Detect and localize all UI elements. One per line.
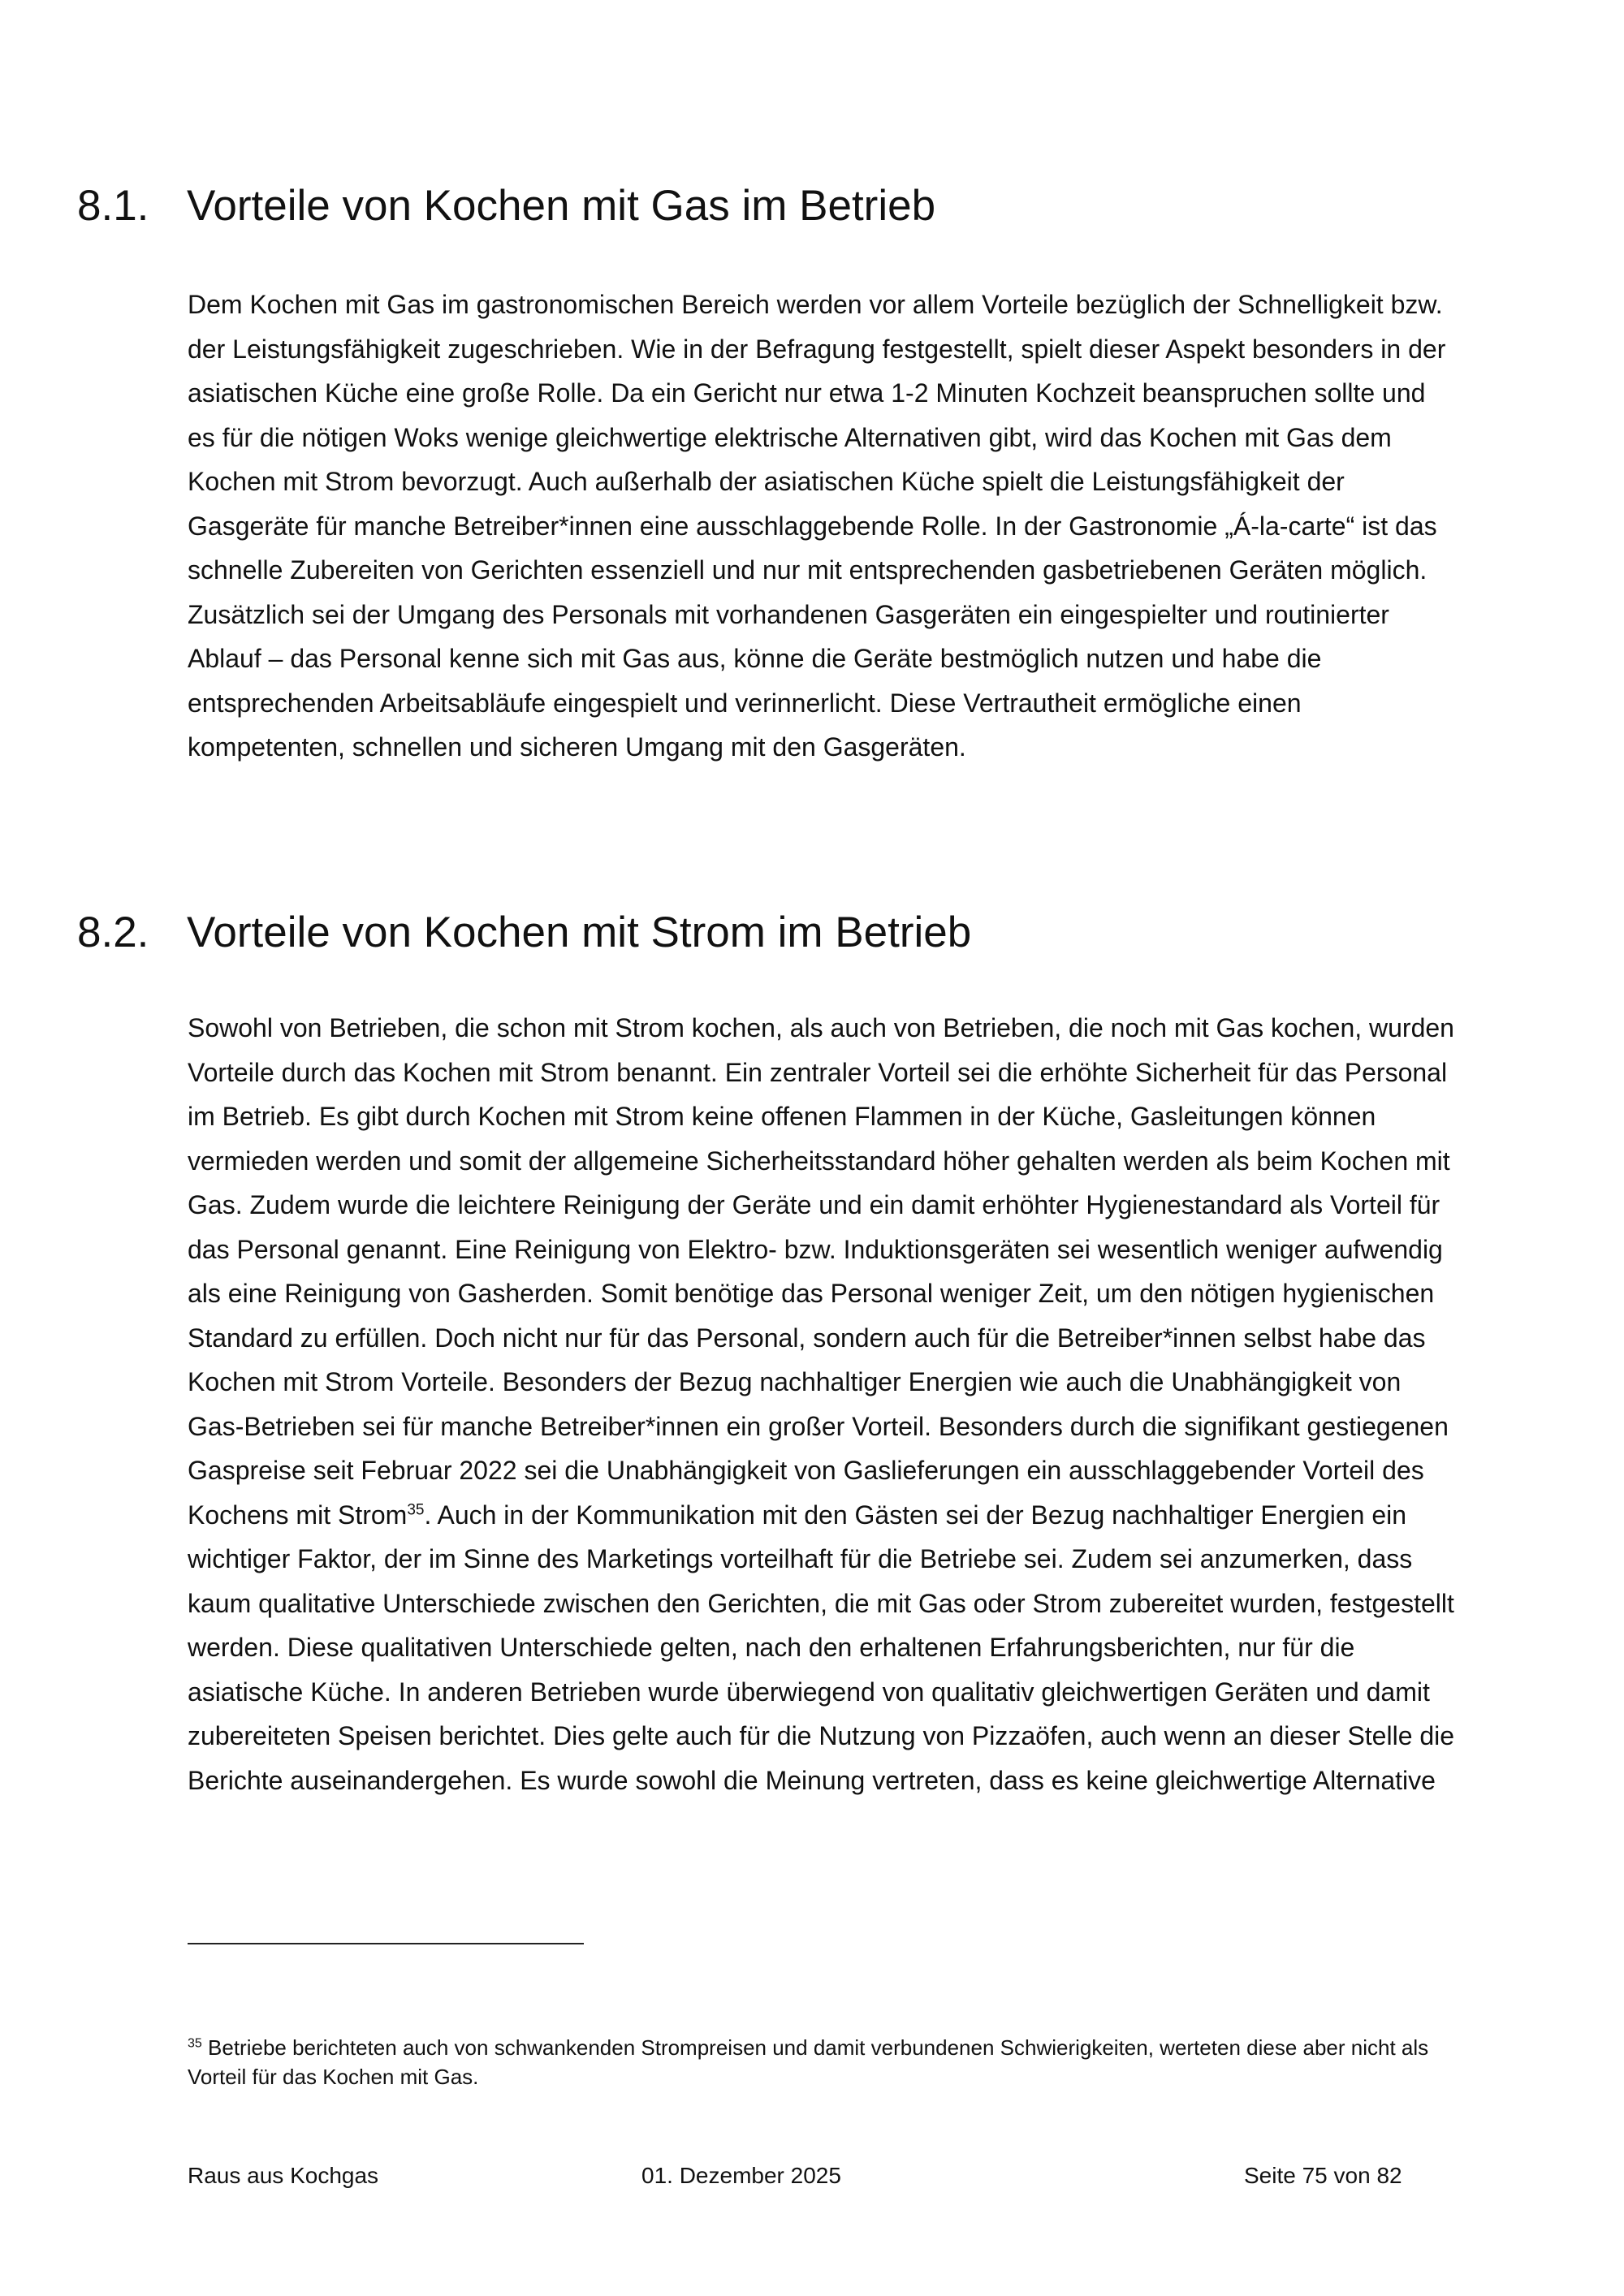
section-number: 8.1. (77, 182, 149, 230)
paragraph-text: . Auch in der Kommunikation mit den Gästen sei der Bezug nachhaltiger Energien ein wichtiger Faktor, der im Sinne des Marketings vorteilhaft für die Betriebe sei. Zudem sei anzumerken, dass kaum qualitative Unterschiede zwischen den Gerichten, die mit Gas oder Strom zubereitet wurden, festgestellt werden. Diese qualitativen Unterschiede gelten, nach den erhaltenen Erfahrungsberichten, nur für die asiatische Küche. In anderen Betrieben wurde überwiegend von qualitativ gleichwertigen Geräten und damit zubereiteten Speisen berichtet. Dies gelte auch für die Nutzung von Pizzaöfen, auch wenn an dieser Stelle die Berichte auseinandergehen. Es wurde sowohl die Meinung vertreten, dass es keine gleichwertige Alternative (188, 1500, 1455, 1795)
section-title: Vorteile von Kochen mit Strom im Betrieb (187, 908, 972, 956)
section-heading-8-1 (77, 180, 935, 232)
footnote-reference[interactable]: 35 (407, 1500, 425, 1518)
section-title: Vorteile von Kochen mit Gas im Betrieb (187, 182, 936, 230)
footer-document-title: Raus aus Kochgas (188, 2163, 379, 2188)
section-8-2-paragraph (188, 1006, 1458, 1802)
footer-page-number: Seite 75 von 82 (1244, 2163, 1402, 2188)
section-heading-8-2 (77, 907, 971, 959)
footer-date: 01. Dezember 2025 (641, 2163, 841, 2188)
section-number: 8.2. (77, 908, 149, 956)
footnote (188, 2033, 1458, 2091)
footnote-text: Betriebe berichteten auch von schwankenden Strompreisen und damit verbundenen Schwierigkeiten, werteten diese aber nicht als Vorteil für das Kochen mit Gas. (188, 2035, 1429, 2089)
paragraph-text: Sowohl von Betrieben, die schon mit Strom kochen, als auch von Betrieben, die noch mit Gas kochen, wurden Vorteile durch das Kochen mit Strom benannt. Ein zentraler Vorteil sei die erhöhte Sicherheit für das Personal im Betrieb. Es gibt durch Kochen mit Strom keine offenen Flammen in der Küche, Gasleitungen können vermieden werden und somit der allgemeine Sicherheitsstandard höher gehalten werden als beim Kochen mit Gas. Zudem wurde die leichtere Reinigung der Geräte und ein damit erhöhter Hygienestandard als Vorteil für das Personal genannt. Eine Reinigung von Elektro- bzw. Induktionsgeräten sei wesentlich weniger aufwendig als eine Reinigung von Gasherden. Somit benötige das Personal weniger Zeit, um den nötigen hygienischen Standard zu erfüllen. Doch nicht nur für das Personal, sondern auch für die Betreiber*innen selbst habe das Kochen mit Strom Vorteile. Besonders der Bezug nachhaltiger Energien wie auch die Unabhängigkeit von Gas-Betrieben sei für manche Betreiber*innen ein großer Vorteil. Besonders durch die signifikant gestiegenen Gaspreise seit Februar 2022 sei die Unabhängigkeit von Gaslieferungen ein ausschlaggebender Vorteil des Kochens mit Strom (188, 1013, 1454, 1530)
footnote-number: 35 (188, 2036, 202, 2051)
section-8-1-paragraph: Dem Kochen mit Gas im gastronomischen Bereich werden vor allem Vorteile bezüglich der Schnelligkeit bzw. der Leistungsfähigkeit zugeschrieben. Wie in der Befragung festgestellt, spielt dieser Aspekt besonders in der asiatischen Küche eine große Rolle. Da ein Gericht nur etwa 1-2 Minuten Kochzeit beanspruchen sollte und es für die nötigen Woks wenige gleichwertige elektrische Alternativen gibt, wird das Kochen mit Gas dem Kochen mit Strom bevorzugt. Auch außerhalb der asiatischen Küche spielt die Leistungsfähigkeit der Gasgeräte für manche Betreiber*innen eine ausschlaggebende Rolle. In der Gastronomie „Á-la-carte“ ist das schnelle Zubereiten von Gerichten essenziell und nur mit entsprechenden gasbetriebenen Geräten möglich. Zusätzlich sei der Umgang des Personals mit vorhandenen Gasgeräten ein eingespielter und routinierter Ablauf – das Personal kenne sich mit Gas aus, könne die Geräte bestmöglich nutzen und habe die entsprechenden Arbeitsabläufe eingespielt und verinnerlicht. Diese Vertrautheit ermögliche einen kompetenten, schnellen und sicheren Umgang mit den Gasgeräten. (188, 290, 1446, 762)
footnote-divider (188, 1943, 584, 1944)
